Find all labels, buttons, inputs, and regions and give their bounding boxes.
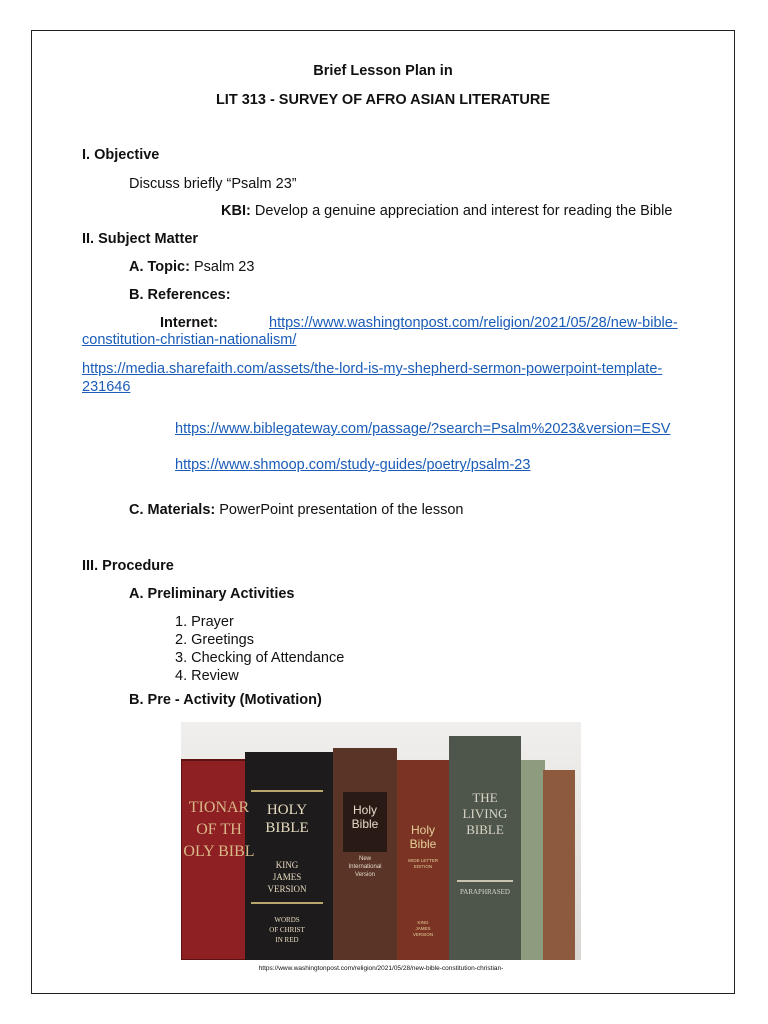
topic-label: A. Topic: — [129, 259, 190, 275]
book-2-title-line: IN RED — [275, 936, 299, 944]
topic-line — [129, 258, 254, 276]
materials-label: C. Materials: — [129, 502, 216, 518]
reference-link-shmoop[interactable]: https://www.shmoop.com/study-guides/poetry/psalm-23 — [175, 457, 531, 473]
internet-label: Internet: — [160, 315, 218, 331]
book-1-title-line: TIONAR — [188, 799, 250, 816]
kbi-line — [221, 202, 672, 220]
materials-value: PowerPoint presentation of the lesson — [219, 502, 464, 518]
document-title: Brief Lesson Plan in — [313, 63, 453, 79]
book-3-title-line: New — [358, 856, 372, 862]
book-4-title-line: Holy — [410, 823, 436, 837]
book-2-title-line: JAMES — [272, 872, 302, 882]
book-light-green — [521, 760, 545, 960]
book-2-title-line: BIBLE — [265, 820, 309, 836]
book-2-title-line: WORDS — [274, 916, 300, 924]
book-niv — [333, 748, 397, 960]
book-3-title-line: International — [348, 864, 382, 870]
book-4-title-line: KING — [417, 920, 429, 925]
book-5-title-line: LIVING — [462, 806, 508, 821]
kbi-text: Develop a genuine appreciation and interest for reading the Bible — [254, 203, 673, 219]
book-2-title-line: HOLY — [266, 802, 308, 818]
book-3-title-line: Version — [354, 872, 376, 878]
topic-value: Psalm 23 — [193, 259, 255, 275]
activity-item: 4. Review — [175, 668, 239, 684]
preliminary-activities-label: A. Preliminary Activities — [129, 586, 295, 602]
reference-link-biblegateway[interactable]: https://www.biblegateway.com/passage/?search=Psalm%2023&version=ESV — [175, 421, 671, 437]
kbi-label: KBI: — [221, 203, 251, 219]
book-1-title-line: OF TH — [196, 821, 242, 838]
book-3-title-line: Holy — [352, 803, 378, 817]
reference-link-sharefaith[interactable]: https://media.sharefaith.com/assets/the-lord-is-my-shepherd-sermon-powerpoint-template- — [82, 361, 663, 377]
book-1-title-line: OLY BIBL — [183, 843, 255, 860]
pre-activity-label: B. Pre - Activity (Motivation) — [129, 692, 322, 708]
procedure-heading: III. Procedure — [82, 558, 174, 574]
reference-link-sharefaith-cont[interactable]: 231646 — [82, 379, 131, 395]
book-3-title-line: Bible — [351, 817, 379, 831]
book-4-title-line: WIDE LETTER — [407, 858, 439, 863]
book-4-title-line: VERSION — [412, 932, 434, 937]
bibles-photo — [181, 722, 581, 960]
objective-text: Discuss briefly “Psalm 23” — [129, 176, 297, 192]
image-caption: https://www.washingtonpost.com/religion/2021/05/28/new-bible-constitution-christian- — [258, 965, 504, 972]
book-5-title-line: PARAPHRASED — [460, 888, 510, 896]
book-2-title-line: VERSION — [267, 884, 307, 894]
materials-line — [129, 501, 464, 519]
reference-link-washingtonpost[interactable]: https://www.washingtonpost.com/religion/2021/05/28/new-bible- — [269, 315, 678, 331]
activity-item: 1. Prayer — [175, 614, 234, 630]
book-4-title-line: JAMES — [415, 926, 431, 931]
references-label: B. References: — [129, 287, 231, 303]
objective-heading: I. Objective — [82, 147, 160, 163]
book-4-title-line: EDITION — [413, 864, 433, 869]
course-title: LIT 313 - SURVEY OF AFRO ASIAN LITERATURE — [215, 92, 551, 108]
activity-item: 2. Greetings — [175, 632, 254, 648]
book-5-title-line: THE — [472, 790, 498, 805]
book-2-title-line: OF CHRIST — [269, 926, 305, 934]
book-living-bible — [449, 736, 521, 960]
book-4-title-line: Bible — [409, 837, 437, 851]
activity-item: 3. Checking of Attendance — [175, 650, 345, 666]
reference-link-washingtonpost-cont[interactable]: constitution-christian-nationalism/ — [82, 332, 297, 348]
book-2-title-line: KING — [275, 860, 299, 870]
subject-matter-heading: II. Subject Matter — [82, 231, 199, 247]
book-5-title-line: BIBLE — [466, 822, 504, 837]
book-brown-leather — [543, 770, 575, 960]
